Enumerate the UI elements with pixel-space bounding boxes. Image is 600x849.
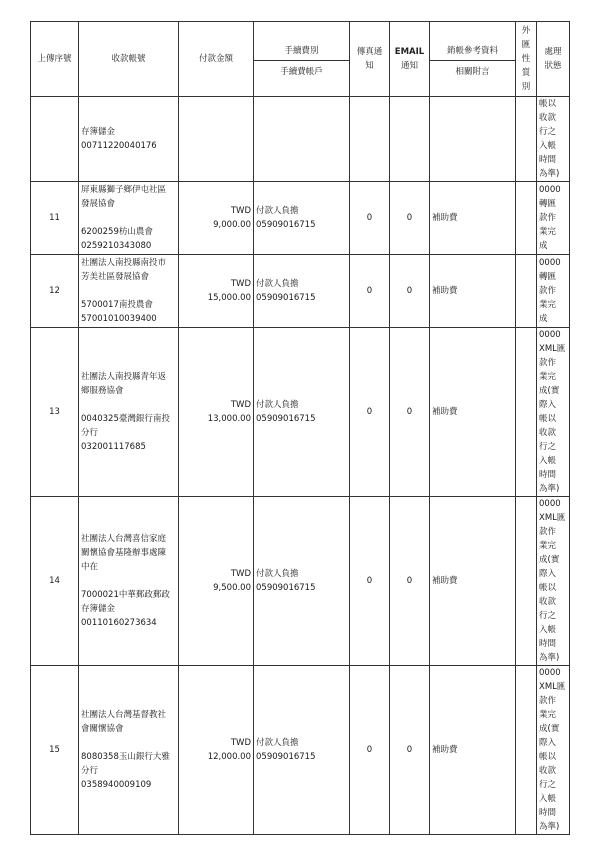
row-fx — [516, 182, 537, 255]
row-account — [79, 666, 179, 835]
status-line: 業完 — [539, 710, 557, 720]
status-line: 款作 — [539, 358, 557, 368]
account-line: 鄉服務協會 — [81, 386, 124, 396]
amount-currency: TWD — [230, 738, 251, 748]
row-email: 0 — [390, 497, 430, 666]
status-line: 0000 — [539, 258, 561, 268]
fee-account: 05909016715 — [256, 414, 316, 424]
account-line: 屏東縣獅子鄉伊屯社區 — [81, 185, 167, 195]
fee-type: 付款人負擔 — [256, 569, 299, 579]
status-line: 轉匯 — [539, 199, 557, 209]
table-row — [31, 497, 570, 666]
fee-account: 05909016715 — [256, 220, 316, 230]
status-line: 入帳 — [539, 794, 557, 804]
account-line: 0358940009109 — [81, 780, 152, 790]
status-line: XML匯 — [539, 344, 566, 354]
row-amount — [179, 497, 254, 666]
status-line: 0000 — [539, 499, 561, 509]
row-amount — [179, 666, 254, 835]
row-seq: 14 — [31, 497, 79, 666]
header-email — [390, 22, 430, 97]
amount-currency: TWD — [230, 206, 251, 216]
status-line: 入帳 — [539, 141, 557, 151]
account-line: 社團法人南投縣青年返 — [81, 372, 167, 382]
account-line: 中在 — [81, 562, 99, 572]
status-line: 際入 — [539, 569, 557, 579]
status-line: 業完 — [539, 372, 557, 382]
amount-value: 15,000.00 — [207, 293, 251, 303]
row-ref: 補助費 — [430, 497, 516, 666]
status-line: XML匯 — [539, 513, 566, 523]
header-seq: 上傳序號 — [31, 22, 79, 97]
account-line: 社團法人台灣基督教社 — [81, 710, 167, 720]
header-fee-type: 手續費別 — [254, 40, 349, 61]
row-ref — [430, 97, 516, 182]
status-line: 款作 — [539, 286, 557, 296]
status-line: 收款 — [539, 113, 557, 123]
account-line: 存簿儲金 — [81, 127, 116, 137]
fee-type: 付款人負擔 — [256, 738, 299, 748]
row-fax: 0 — [350, 328, 390, 497]
account-line — [81, 736, 176, 750]
row-fee — [254, 97, 350, 182]
status-line: 為準) — [539, 484, 560, 494]
amount-value: 9,500.00 — [213, 583, 251, 593]
row-seq: 12 — [31, 255, 79, 328]
amount-currency: TWD — [230, 569, 251, 579]
status-line: 收款 — [539, 766, 557, 776]
row-fee — [254, 328, 350, 497]
account-line: 芳美社區發展協會 — [81, 272, 150, 282]
row-amount — [179, 255, 254, 328]
row-fax: 0 — [350, 666, 390, 835]
account-line: 00711220040176 — [81, 141, 157, 151]
status-line: 業完 — [539, 227, 557, 237]
account-line — [81, 574, 176, 588]
header-fax-line1: 傳真通 — [356, 47, 383, 57]
row-status — [537, 182, 570, 255]
row-account — [79, 497, 179, 666]
row-fee — [254, 666, 350, 835]
status-line: 行之 — [539, 442, 557, 452]
status-line: 成 — [539, 241, 548, 251]
account-line: 分行 — [81, 766, 99, 776]
row-status — [537, 666, 570, 835]
account-line: 發展協會 — [81, 199, 116, 209]
header-fx-1: 外 — [521, 26, 531, 36]
amount-currency: TWD — [230, 400, 251, 410]
row-email — [390, 97, 430, 182]
row-account — [79, 328, 179, 497]
account-line: 7000021中華郵政郵政 — [81, 590, 170, 600]
row-email: 0 — [390, 255, 430, 328]
status-line: 成(實 — [539, 555, 560, 565]
row-ref: 補助費 — [430, 666, 516, 835]
status-line: 時間 — [539, 470, 557, 480]
header-row — [31, 22, 570, 97]
status-line: 款作 — [539, 527, 557, 537]
account-line: 032001117685 — [81, 442, 146, 452]
account-line: 分行 — [81, 428, 99, 438]
row-fx — [516, 328, 537, 497]
fee-type: 付款人負擔 — [256, 279, 299, 289]
row-amount — [179, 182, 254, 255]
account-line — [81, 398, 176, 412]
status-line: 入帳 — [539, 456, 557, 466]
status-line: XML匯 — [539, 682, 566, 692]
header-fax-line2: 知 — [365, 61, 374, 71]
row-fx — [516, 497, 537, 666]
row-email: 0 — [390, 328, 430, 497]
status-line: 0000 — [539, 185, 561, 195]
fee-account: 05909016715 — [256, 583, 316, 593]
status-line: 成(實 — [539, 386, 560, 396]
fee-type: 付款人負擔 — [256, 206, 299, 216]
row-fax: 0 — [350, 182, 390, 255]
status-line: 行之 — [539, 611, 557, 621]
account-line: 會關懷協會 — [81, 724, 124, 734]
table-body — [31, 97, 570, 835]
status-line: 為準) — [539, 653, 560, 663]
row-status — [537, 255, 570, 328]
account-line: 0259210343080 — [81, 241, 152, 251]
status-line: 業完 — [539, 300, 557, 310]
status-line: 收款 — [539, 428, 557, 438]
status-line: 成(實 — [539, 724, 560, 734]
status-line: 帳以 — [539, 752, 557, 762]
row-fee — [254, 497, 350, 666]
status-line: 款作 — [539, 213, 557, 223]
header-ref-bottom: 相關附言 — [455, 66, 490, 77]
status-line: 0000 — [539, 668, 561, 678]
header-fx-5: 別 — [521, 82, 531, 92]
header-ref-top: 銷帳參考資料 — [430, 40, 515, 61]
row-status — [537, 97, 570, 182]
row-seq: 13 — [31, 328, 79, 497]
amount-value: 9,000.00 — [213, 220, 251, 230]
table-row — [31, 97, 570, 182]
table-row — [31, 666, 570, 835]
row-seq: 15 — [31, 666, 79, 835]
status-line: 帳以 — [539, 99, 557, 109]
row-status — [537, 328, 570, 497]
row-account — [79, 255, 179, 328]
account-line: 57001010039400 — [81, 314, 157, 324]
account-line: 關懷協會基隆辦事處陳 — [81, 548, 167, 558]
row-status — [537, 497, 570, 666]
status-line: 際入 — [539, 400, 557, 410]
header-account: 收款帳號 — [79, 22, 179, 97]
account-line — [81, 284, 176, 298]
account-line: 存簿儲金 — [81, 604, 116, 614]
status-line: 為準) — [539, 169, 560, 179]
row-fee — [254, 255, 350, 328]
header-amount: 付款金額 — [179, 22, 254, 97]
row-email: 0 — [390, 182, 430, 255]
row-amount — [179, 328, 254, 497]
row-account — [79, 182, 179, 255]
amount-value: 13,000.00 — [207, 414, 251, 424]
amount-value: 12,000.00 — [207, 752, 251, 762]
header-fx-2: 匯 — [521, 40, 531, 50]
row-fax: 0 — [350, 255, 390, 328]
status-line: 轉匯 — [539, 272, 557, 282]
table-row — [31, 328, 570, 497]
account-line: 8080358玉山銀行大雅 — [81, 752, 170, 762]
header-email-title: EMAIL — [394, 47, 425, 57]
row-ref: 補助費 — [430, 182, 516, 255]
row-fee — [254, 182, 350, 255]
row-fx — [516, 666, 537, 835]
status-line: 為準) — [539, 822, 560, 832]
fee-type: 付款人負擔 — [256, 400, 299, 410]
header-fx — [516, 22, 537, 97]
table-row — [31, 255, 570, 328]
remittance-table — [30, 21, 570, 835]
header-fee — [254, 22, 350, 97]
account-line — [81, 211, 176, 225]
account-line: 社團法人南投縣南投市 — [81, 258, 167, 268]
fee-account: 05909016715 — [256, 752, 316, 762]
row-amount — [179, 97, 254, 182]
status-line: 帳以 — [539, 583, 557, 593]
row-fax — [350, 97, 390, 182]
row-fx — [516, 255, 537, 328]
status-line: 行之 — [539, 780, 557, 790]
header-status-2: 狀態 — [544, 61, 562, 71]
header-fx-4: 質 — [521, 68, 531, 78]
status-line: 入帳 — [539, 625, 557, 635]
status-line: 成 — [539, 314, 548, 324]
row-seq: 11 — [31, 182, 79, 255]
status-line: 際入 — [539, 738, 557, 748]
table-row — [31, 182, 570, 255]
status-line: 行之 — [539, 127, 557, 137]
header-email-sub: 通知 — [400, 61, 418, 71]
header-fee-account: 手續費帳戶 — [280, 66, 323, 77]
header-status — [537, 22, 570, 97]
row-fax: 0 — [350, 497, 390, 666]
fee-account: 05909016715 — [256, 293, 316, 303]
status-line: 業完 — [539, 541, 557, 551]
status-line: 時間 — [539, 808, 557, 818]
status-line: 時間 — [539, 155, 557, 165]
amount-currency: TWD — [230, 279, 251, 289]
status-line: 帳以 — [539, 414, 557, 424]
row-ref: 補助費 — [430, 255, 516, 328]
account-line: 6200259枋山農會 — [81, 227, 153, 237]
account-line: 社團法人台灣喜信家庭 — [81, 534, 167, 544]
status-line: 款作 — [539, 696, 557, 706]
row-ref: 補助費 — [430, 328, 516, 497]
status-line: 時間 — [539, 639, 557, 649]
row-account — [79, 97, 179, 182]
row-email: 0 — [390, 666, 430, 835]
status-line: 收款 — [539, 597, 557, 607]
status-line: 0000 — [539, 330, 561, 340]
account-line: 00110160273634 — [81, 618, 157, 628]
header-ref — [430, 22, 516, 97]
header-fx-3: 性 — [521, 54, 531, 64]
row-seq — [31, 97, 79, 182]
account-line: 0040325臺灣銀行南投 — [81, 414, 170, 424]
row-fx — [516, 97, 537, 182]
header-fax — [350, 22, 390, 97]
account-line: 5700017南投農會 — [81, 300, 153, 310]
header-status-1: 處理 — [544, 47, 562, 57]
